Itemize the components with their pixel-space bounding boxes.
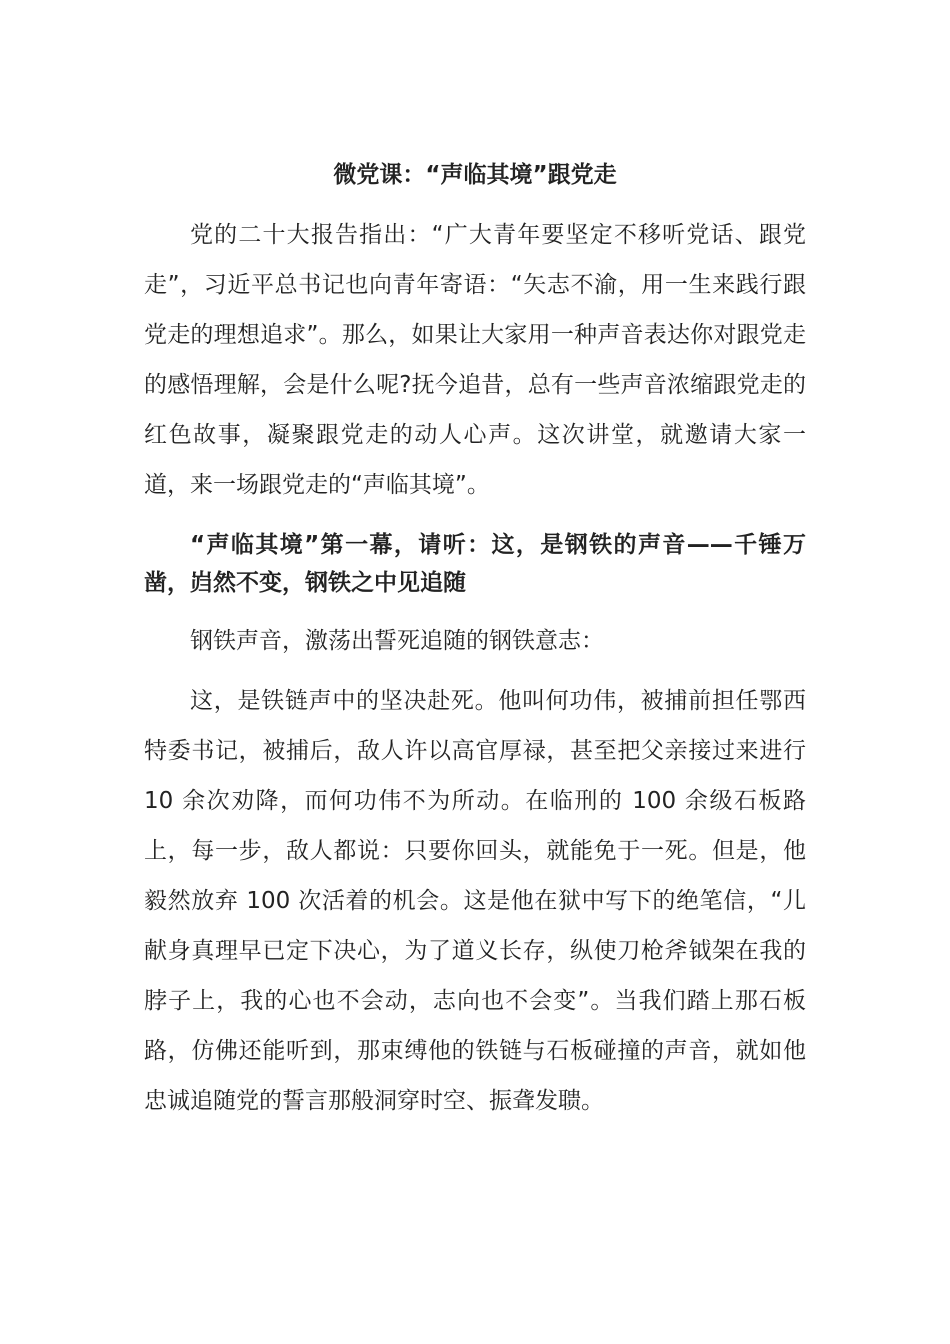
section-lead-paragraph: 钢铁声音，激荡出誓死追随的钢铁意志： bbox=[190, 628, 604, 654]
story-paragraph: 这，是铁链声中的坚决赴死。他叫何功伟，被捕前担任鄂西特委书记，被捕后，敌人许以高官厚禄，甚至把父亲接过来进行 10 余次劝降，而何功伟不为所动。在临刑的 100 余级石板路上，每一步，敌人都说：只要你回头，就能免于一死。但是，他毅然放弃 100 次活着的机会。这是他在狱中写下的绝笔信，“儿献身真理早已定下决心，为了道义长存，纵使刀枪斧钺架在我的脖子上，我的心也不会动，志向也不会变”。当我们踏上那石板路，仿佛还能听到，那束缚他的铁链与石板碰撞的声音，就如他忠诚追随党的誓言那般洞穿时空、振聋发聩。 bbox=[144, 688, 806, 1114]
intro-paragraph: 党的二十大报告指出：“广大青年要坚定不移听党话、跟党走”，习近平总书记也向青年寄语：“矢志不渝，用一生来践行跟党走的理想追求”。那么，如果让大家用一种声音表达你对跟党走的感悟理解，会是什么呢?抚今追昔，总有一些声音浓缩跟党走的红色故事，凝聚跟党走的动人心声。这次讲堂，就邀请大家一道，来一场跟党走的“声临其境”。 bbox=[144, 222, 806, 498]
document-title: 微党课：“声临其境”跟党走 bbox=[333, 162, 617, 188]
section-heading: “声临其境”第一幕，请听：这，是钢铁的声音——千锤万凿，岿然不变，钢铁之中见追随 bbox=[144, 532, 806, 596]
document-body bbox=[144, 150, 806, 1126]
